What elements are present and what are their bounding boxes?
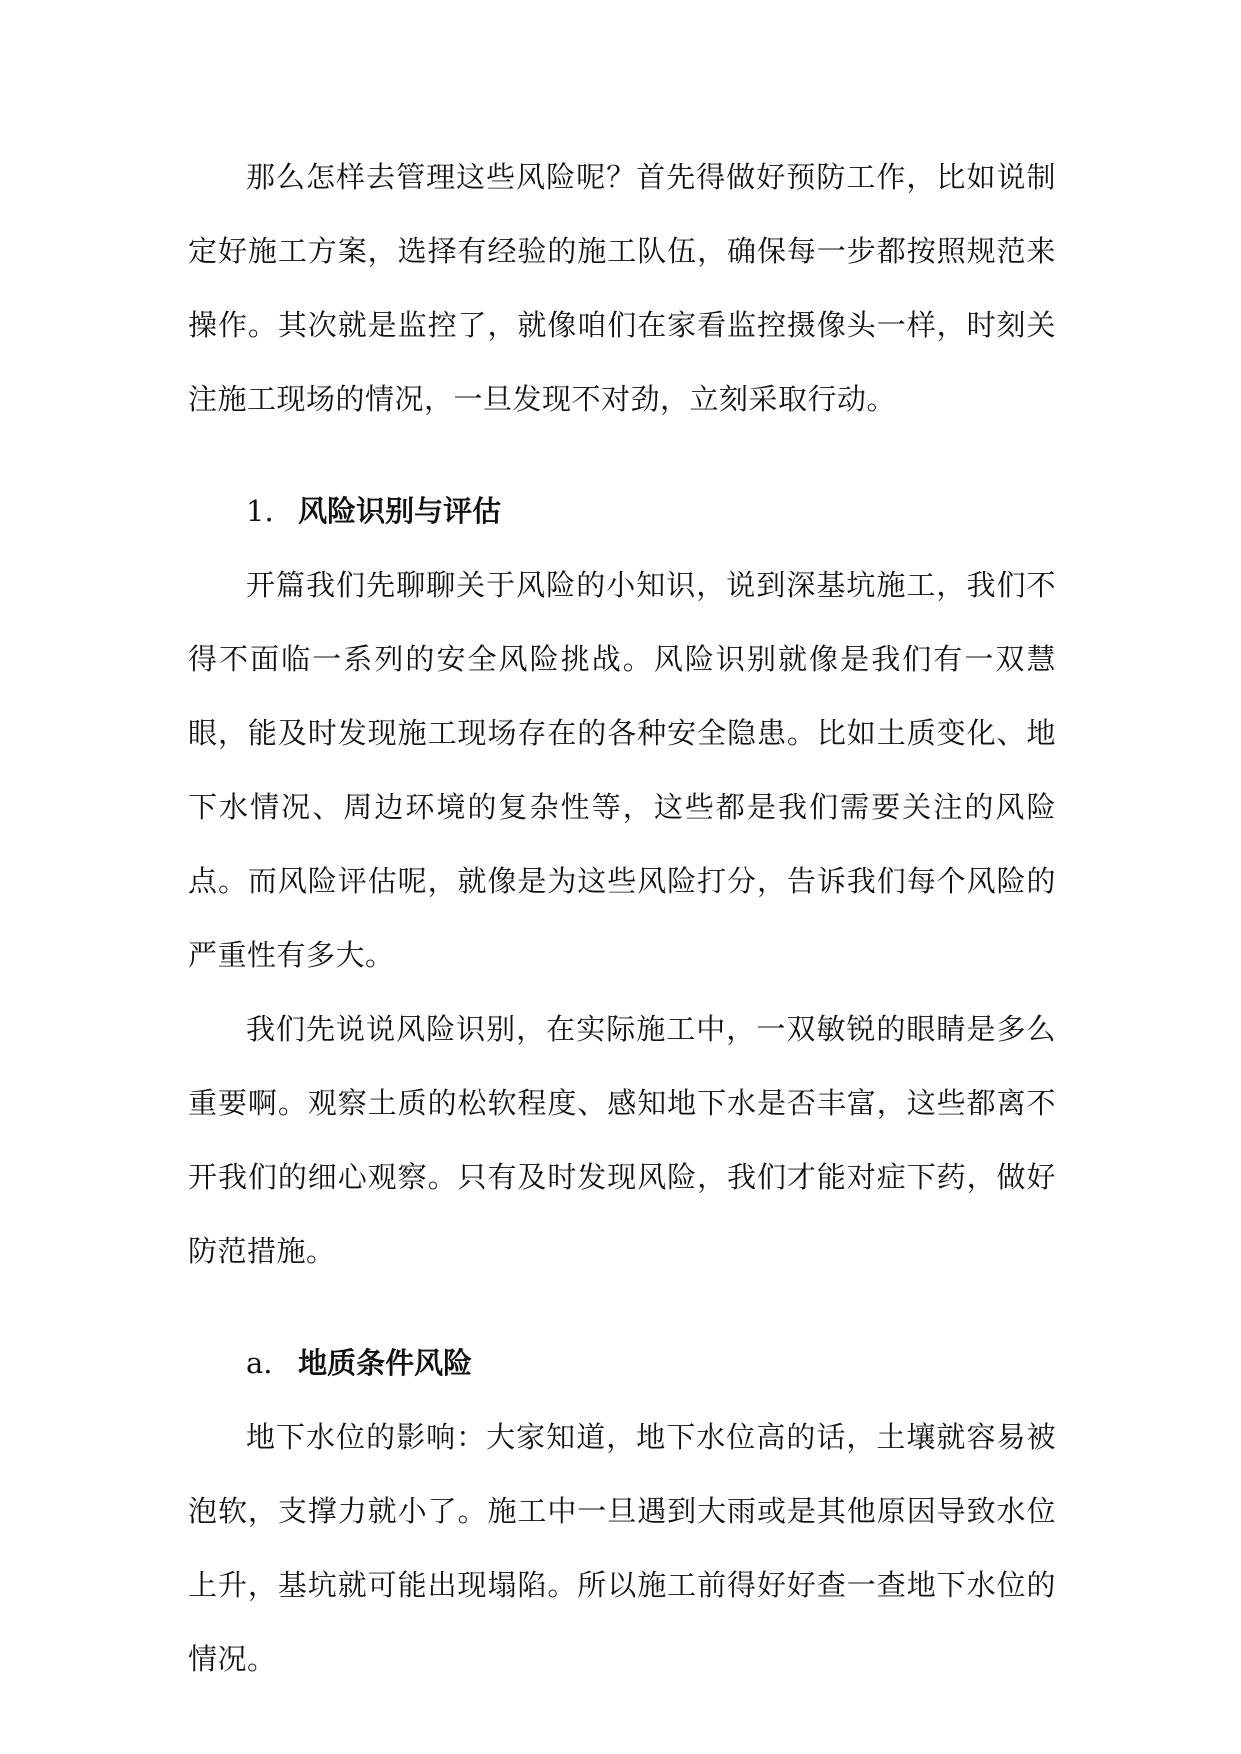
section-title: 风险识别与评估 [298,494,502,528]
subsection-title: 地质条件风险 [298,1346,473,1380]
document-body [188,140,1056,1696]
section-spacer [188,436,1056,474]
section-heading-risk-identification [188,474,1056,548]
subsection-number: a. [246,1346,273,1380]
paragraph-risk-identification: 我们先说说风险识别，在实际施工中，一双敏锐的眼睛是多么重要啊。观察土质的松软程度、感知地下水是否丰富，这些都离不开我们的细心观察。只有及时发现风险，我们才能对症下药，做好防范措施。 [188,1012,1056,1268]
subsection-heading-geology-risk [188,1326,1056,1400]
paragraph-risk-intro: 开篇我们先聊聊关于风险的小知识，说到深基坑施工，我们不得不面临一系列的安全风险挑战。风险识别就像是我们有一双慧眼，能及时发现施工现场存在的各种安全隐患。比如土质变化、地下水情况、周边环境的复杂性等，这些都是我们需要关注的风险点。而风险评估呢，就像是为这些风险打分，告诉我们每个风险的严重性有多大。 [188,568,1056,972]
paragraph-groundwater: 地下水位的影响：大家知道，地下水位高的话，土壤就容易被泡软，支撑力就小了。施工中一旦遇到大雨或是其他原因导致水位上升，基坑就可能出现塌陷。所以施工前得好好查一查地下水位的情况。 [188,1420,1056,1676]
section-spacer [188,1288,1056,1326]
section-number: 1. [246,494,274,528]
paragraph-risk-management: 那么怎样去管理这些风险呢？首先得做好预防工作，比如说制定好施工方案，选择有经验的施工队伍，确保每一步都按照规范来操作。其次就是监控了，就像咱们在家看监控摄像头一样，时刻关注施工现场的情况，一旦发现不对劲，立刻采取行动。 [188,160,1056,416]
